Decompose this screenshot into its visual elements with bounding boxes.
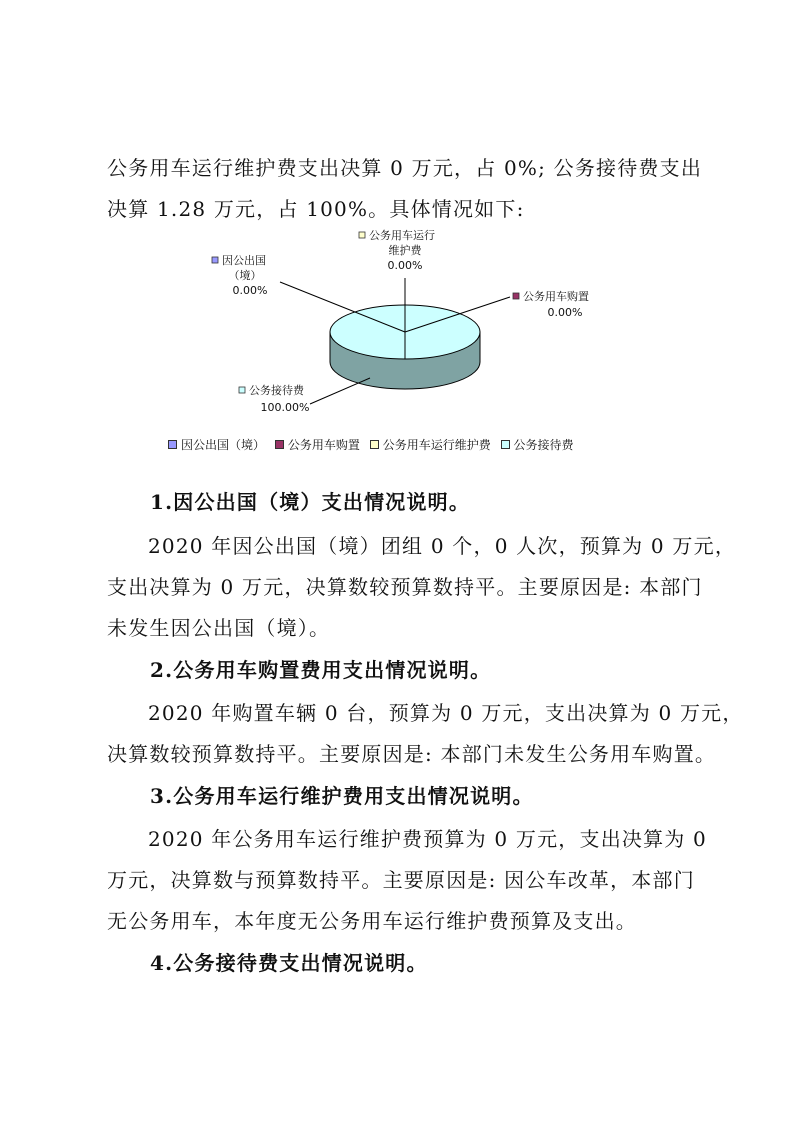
label-s3-line1: 公务接待费 [249, 384, 304, 397]
label-s2-line2: 维护费 [388, 244, 422, 257]
legend-swatch [168, 440, 177, 449]
p3-line1: 2020 年公务用车运行维护费预算为 0 万元，支出决算为 0 [148, 827, 707, 851]
legend-item [275, 436, 360, 453]
legend-swatch [501, 440, 510, 449]
heading-1: 1.因公出国（境）支出情况说明。 [150, 490, 471, 514]
p1-line1: 2020 年因公出国（境）团组 0 个，0 人次，预算为 0 万元， [148, 534, 737, 558]
p3-line3: 无公务用车，本年度无公务用车运行维护费预算及支出。 [107, 909, 637, 933]
intro-line1: 公务用车运行维护费支出决算 0 万元，占 0%; 公务接待费支出 [107, 156, 703, 180]
heading-2: 2.公务用车购置费用支出情况说明。 [150, 658, 492, 682]
heading-3: 3.公务用车运行维护费用支出情况说明。 [150, 784, 534, 808]
label-s2-line1: 公务用车运行 [369, 229, 435, 242]
chart-legend [168, 436, 688, 456]
legend-label: 公务用车运行维护费 [382, 438, 491, 452]
swatch-s1 [513, 293, 519, 299]
label-s0-pct: 0.00% [232, 284, 268, 297]
legend-label: 公务用车购置 [287, 438, 360, 452]
label-s1-pct: 0.00% [547, 306, 583, 319]
legend-item [168, 436, 265, 453]
p1-line2: 支出决算为 0 万元，决算数较预算数持平。主要原因是: 本部门 [107, 575, 703, 599]
pie-chart [150, 220, 670, 470]
label-s3-pct: 100.00% [260, 401, 310, 414]
heading-4: 4.公务接待费支出情况说明。 [150, 951, 428, 975]
label-s2-pct: 0.00% [387, 259, 423, 272]
legend-swatch [275, 440, 284, 449]
legend-label: 因公出国（境） [181, 438, 266, 452]
legend-label: 公务接待费 [513, 438, 574, 452]
label-s0-line2: （境） [228, 269, 262, 282]
swatch-s0 [212, 257, 218, 263]
swatch-s3 [239, 387, 245, 393]
legend-item [501, 436, 574, 453]
legend-swatch [370, 440, 379, 449]
p1-line3: 未发生因公出国（境）。 [107, 616, 331, 640]
intro-line2: 决算 1.28 万元，占 100%。具体情况如下: [107, 197, 525, 221]
p2-line1: 2020 年购置车辆 0 台，预算为 0 万元，支出决算为 0 万元， [148, 701, 744, 725]
swatch-s2 [359, 232, 365, 238]
label-s1-line1: 公务用车购置 [523, 290, 589, 303]
p2-line2: 决算数较预算数持平。主要原因是: 本部门未发生公务用车购置。 [107, 742, 717, 766]
label-s0-line1: 因公出国 [222, 254, 266, 267]
legend-item [370, 436, 491, 453]
leader-line-s3 [310, 378, 370, 404]
p3-line2: 万元，决算数与预算数持平。主要原因是: 因公车改革，本部门 [107, 868, 695, 892]
